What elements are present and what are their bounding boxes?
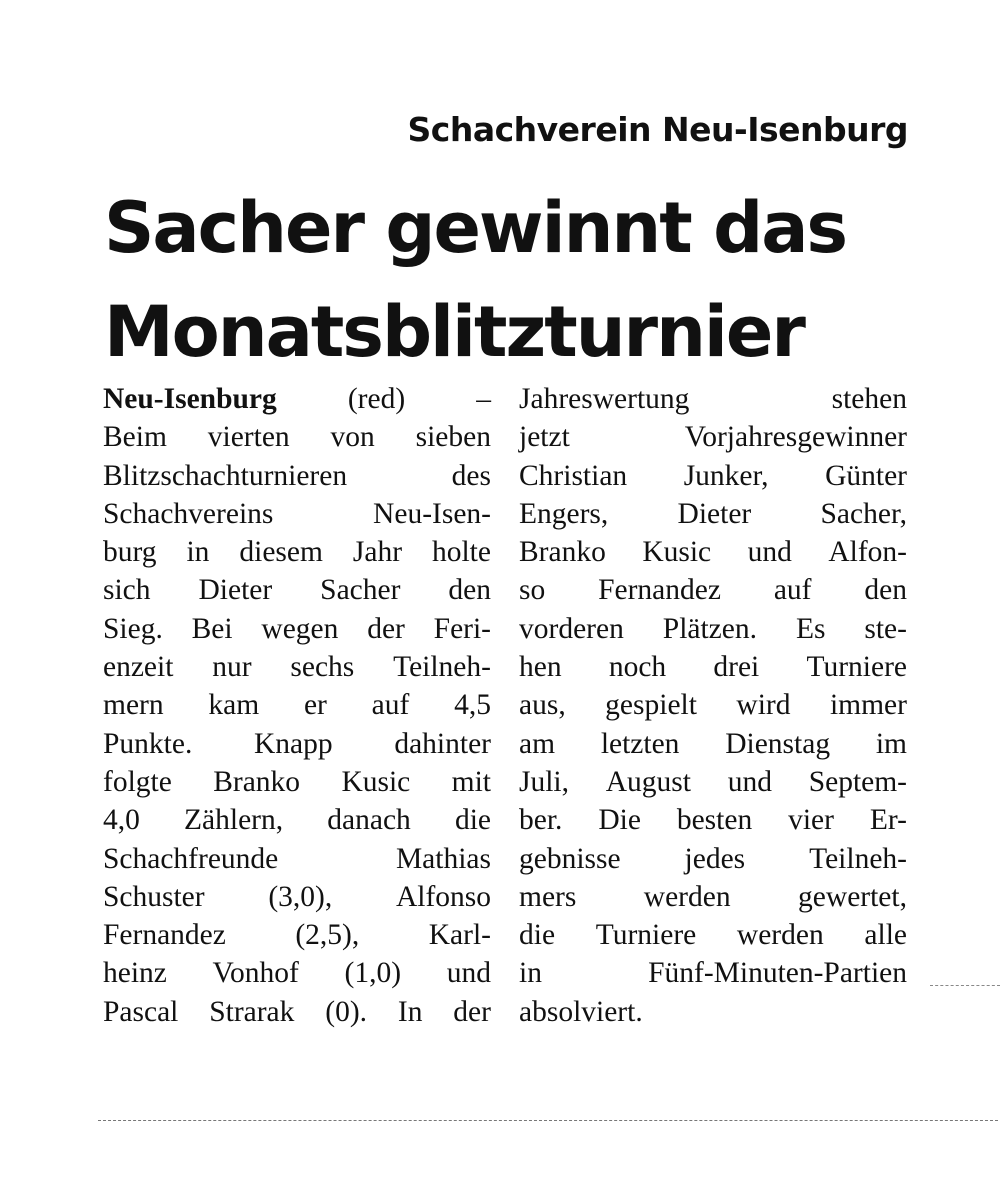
headline-line: Monatsblitzturnier [104,291,804,373]
word: Zählern, [184,804,284,837]
text-line [103,457,491,495]
word: sieben [415,421,491,454]
word: August [605,765,691,798]
word: Fernandez [103,919,226,952]
word: des [451,459,491,492]
word: Dieter [198,574,273,607]
text-line [103,380,491,418]
word: sechs [290,651,355,684]
word: den [448,574,491,607]
word: Mathias [395,842,491,875]
word: Alfon- [828,536,907,569]
word: Branko [519,536,606,569]
kicker: Schachverein Neu-Isenburg [407,110,908,149]
word: absolviert. [519,995,643,1028]
word: Teilneh- [809,842,907,875]
text-line [519,533,907,571]
word: In [397,995,423,1028]
word: jetzt [519,421,570,454]
word: besten [676,804,753,837]
word: Pascal [103,995,179,1028]
word: stehen [831,383,907,415]
text-line [519,571,907,609]
word: heinz [103,957,167,990]
word: Die [598,804,641,837]
text-line [103,878,491,916]
word: Septem- [808,765,907,798]
word: mit [451,765,491,798]
text-line [103,993,491,1031]
text-line [519,801,907,839]
word: so [519,574,546,607]
word: Schachfreunde [103,842,279,875]
word: kam [208,689,260,722]
word: gebnisse [519,842,621,875]
text-line [103,763,491,801]
text-line [103,648,491,686]
text-line [103,495,491,533]
word: danach [327,804,411,837]
word: noch [608,651,667,684]
word: drei [713,651,760,684]
word: Kusic [341,765,411,798]
text-line [103,533,491,571]
word: nur [212,651,252,684]
word: Dieter [677,497,752,530]
word: und [747,536,792,569]
word: Schuster [103,880,205,913]
word: Schachvereins [103,497,274,530]
word: Knapp [254,727,333,760]
word: Jahr [352,536,403,569]
word: Branko [213,765,301,798]
word: dahinter [394,727,491,760]
word: Fünf-Minuten-Partien [648,957,907,990]
word: und [727,765,772,798]
word: Punkte. [103,727,193,760]
text-line [519,495,907,533]
word: Junker, [683,459,769,492]
word: immer [829,689,907,722]
text-line [103,840,491,878]
text-line [103,686,491,724]
text-line [519,648,907,686]
word: Feri- [433,612,491,645]
word: Alfonso [395,880,491,913]
word: gespielt [605,689,697,722]
word: holte [431,536,491,569]
divider-line [930,985,1000,986]
word: Strarak [209,995,295,1028]
text-line [519,457,907,495]
word: alle [864,919,907,952]
text-line [519,686,907,724]
divider-line [98,1120,998,1121]
word: ste- [864,612,907,645]
word: Kusic [642,536,712,569]
word: vorderen [519,612,624,645]
word: Jahreswertung [519,383,690,415]
text-line [103,954,491,992]
text-line [103,418,491,456]
word: der [367,612,405,645]
word: werden [643,880,731,913]
word: wegen [261,612,339,645]
word: (1,0) [344,957,402,990]
word: Turniere [806,651,907,684]
text-line [519,878,907,916]
word: sich [103,574,151,607]
word: Teilneh- [393,651,491,684]
word: letzten [600,727,680,760]
word: die [454,804,491,837]
word: Juli, [519,765,569,798]
word: Sacher [320,574,401,607]
word: Karl- [428,919,491,952]
word: 4,5 [454,689,491,722]
word: Er- [869,804,907,837]
word: Bei [191,612,233,645]
word: folgte [103,765,172,798]
word: und [446,957,491,990]
word: diesem [239,536,323,569]
word: Dienstag [725,727,831,760]
text-line [103,571,491,609]
word: Sacher, [820,497,907,530]
word: ber. [519,804,563,837]
text-line [519,610,907,648]
text-line [519,380,907,418]
word: burg [103,536,157,569]
text-line [519,954,907,992]
word: in [519,957,542,990]
word: Beim [103,421,167,454]
word: Vonhof [212,957,299,990]
text-line [103,801,491,839]
word: aus, [519,689,566,722]
word: (0). [325,995,368,1028]
word: Vorjahresgewinner [684,421,907,454]
text-line [519,763,907,801]
text-line [103,916,491,954]
word: den [864,574,907,607]
word: Günter [825,459,907,492]
text-line [519,725,907,763]
word: (red) [347,383,406,415]
text-line [519,840,907,878]
word: Sieg. [103,612,163,645]
word: auf [371,689,410,722]
word: (3,0), [268,880,333,913]
text-line [103,610,491,648]
word: wird [736,689,791,722]
word: auf [773,574,812,607]
dateline: Neu-Isenburg [103,383,277,415]
text-line [103,725,491,763]
word: in [186,536,210,569]
word: er [303,689,327,722]
text-line [519,418,907,456]
word: Blitzschachturnieren [103,459,348,492]
word: hen [519,651,562,684]
headline [104,176,904,384]
word: die [519,919,556,952]
word: am [519,727,556,760]
word: 4,0 [103,804,140,837]
headline-line: Sacher gewinnt das [104,187,847,269]
word: Neu-Isen- [373,497,491,530]
word: Fernandez [598,574,721,607]
word: jedes [684,842,746,875]
word: enzeit [103,651,174,684]
word: vierten [207,421,290,454]
word: im [875,727,907,760]
word: mern [103,689,164,722]
word: mers [519,880,577,913]
word: gewertet, [798,880,907,913]
word: Engers, [519,497,609,530]
word: der [453,995,491,1028]
word: Plätzen. [662,612,757,645]
word: Turniere [595,919,697,952]
word: Es [795,612,826,645]
word: vier [788,804,834,837]
text-line [519,993,907,1031]
word: – [476,383,491,415]
body-column-left [103,380,491,1031]
word: werden [736,919,824,952]
word: Christian [519,459,628,492]
word: (2,5), [295,919,360,952]
text-line [519,916,907,954]
body-column-right [519,380,907,1031]
word: von [330,421,375,454]
